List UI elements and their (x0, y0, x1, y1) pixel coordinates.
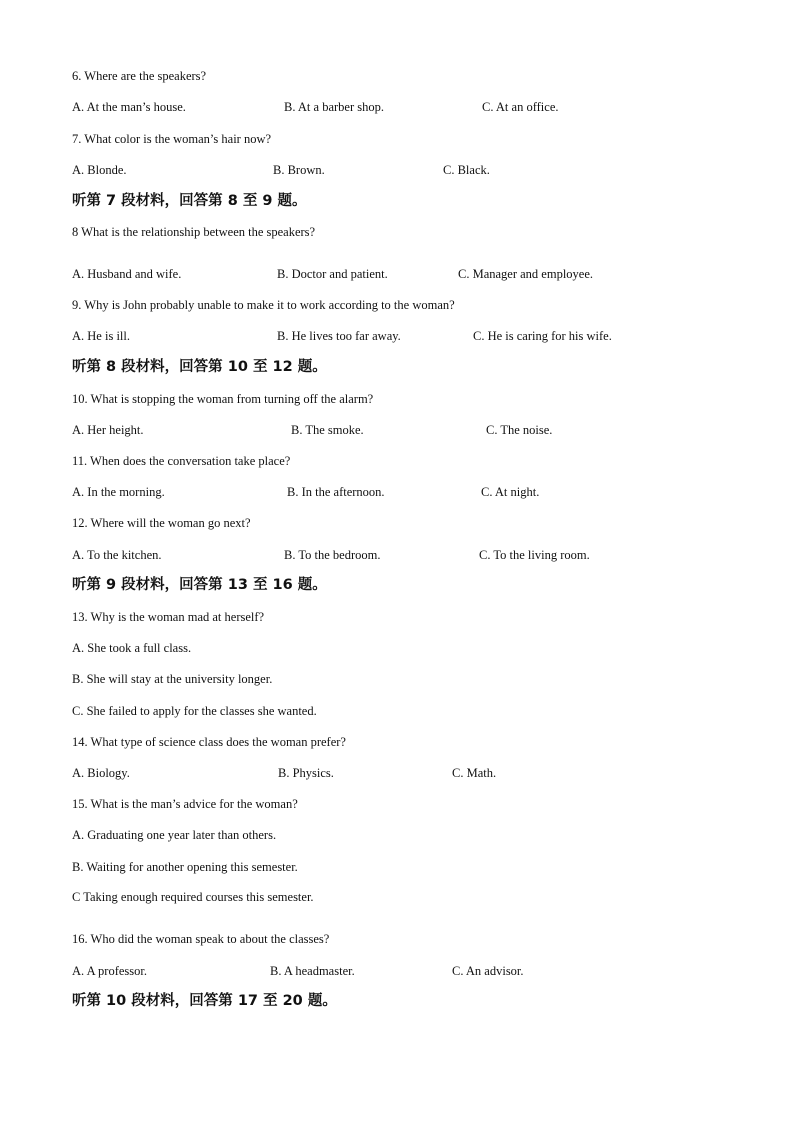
question-14-option-a: A. Biology. (72, 766, 130, 780)
question-10-stem: 10. What is stopping the woman from turning off the alarm? (72, 392, 374, 406)
question-16-stem: 16. Who did the woman speak to about the classes? (72, 932, 330, 946)
question-12-option-b: B. To the bedroom. (284, 548, 381, 562)
question-6-option-c: C. At an office. (482, 100, 559, 114)
section-heading-9: 听第 9 段材料，回答第 13 至 16 题。 (72, 577, 327, 593)
question-10-option-c: C. The noise. (486, 423, 553, 437)
question-7-option-c: C. Black. (443, 163, 490, 177)
question-15-option-b: B. Waiting for another opening this semester. (72, 860, 298, 874)
section-heading-8: 听第 8 段材料，回答第 10 至 12 题。 (72, 359, 327, 375)
question-8-option-b: B. Doctor and patient. (277, 267, 388, 281)
question-6-stem: 6. Where are the speakers? (72, 69, 207, 83)
question-15-option-c: C Taking enough required courses this semester. (72, 890, 314, 904)
question-7-stem: 7. What color is the woman’s hair now? (72, 132, 272, 146)
question-11-stem: 11. When does the conversation take place? (72, 454, 291, 468)
question-16-option-c: C. An advisor. (452, 964, 524, 978)
question-16-option-b: B. A headmaster. (270, 964, 355, 978)
question-10-option-a: A. Her height. (72, 423, 144, 437)
question-12-option-c: C. To the living room. (479, 548, 590, 562)
question-11-option-b: B. In the afternoon. (287, 485, 385, 499)
question-14-option-b: B. Physics. (278, 766, 334, 780)
question-8-option-a: A. Husband and wife. (72, 267, 182, 281)
question-7-option-a: A. Blonde. (72, 163, 127, 177)
question-9-option-b: B. He lives too far away. (277, 329, 401, 343)
question-7-option-b: B. Brown. (273, 163, 325, 177)
question-10-option-b: B. The smoke. (291, 423, 364, 437)
section-heading-7: 听第 7 段材料，回答第 8 至 9 题。 (72, 193, 307, 209)
question-16-option-a: A. A professor. (72, 964, 147, 978)
question-13-stem: 13. Why is the woman mad at herself? (72, 610, 265, 624)
question-9-option-a: A. He is ill. (72, 329, 130, 343)
question-6-option-b: B. At a barber shop. (284, 100, 384, 114)
question-13-option-c: C. She failed to apply for the classes she wanted. (72, 704, 317, 718)
question-12-stem: 12. Where will the woman go next? (72, 516, 251, 530)
question-14-option-c: C. Math. (452, 766, 497, 780)
question-12-option-a: A. To the kitchen. (72, 548, 162, 562)
question-13-option-b: B. She will stay at the university longer. (72, 672, 273, 686)
question-13-option-a: A. She took a full class. (72, 641, 192, 655)
section-heading-10: 听第 10 段材料，回答第 17 至 20 题。 (72, 993, 337, 1009)
question-9-stem: 9. Why is John probably unable to make it to work according to the woman? (72, 298, 455, 312)
question-14-stem: 14. What type of science class does the woman prefer? (72, 735, 346, 749)
question-9-option-c: C. He is caring for his wife. (473, 329, 612, 343)
question-11-option-a: A. In the morning. (72, 485, 165, 499)
question-8-option-c: C. Manager and employee. (458, 267, 594, 281)
question-15-option-a: A. Graduating one year later than others. (72, 828, 277, 842)
question-15-stem: 15. What is the man’s advice for the woman? (72, 797, 298, 811)
question-8-stem: 8 What is the relationship between the speakers? (72, 225, 316, 239)
question-6-option-a: A. At the man’s house. (72, 100, 186, 114)
question-11-option-c: C. At night. (481, 485, 540, 499)
